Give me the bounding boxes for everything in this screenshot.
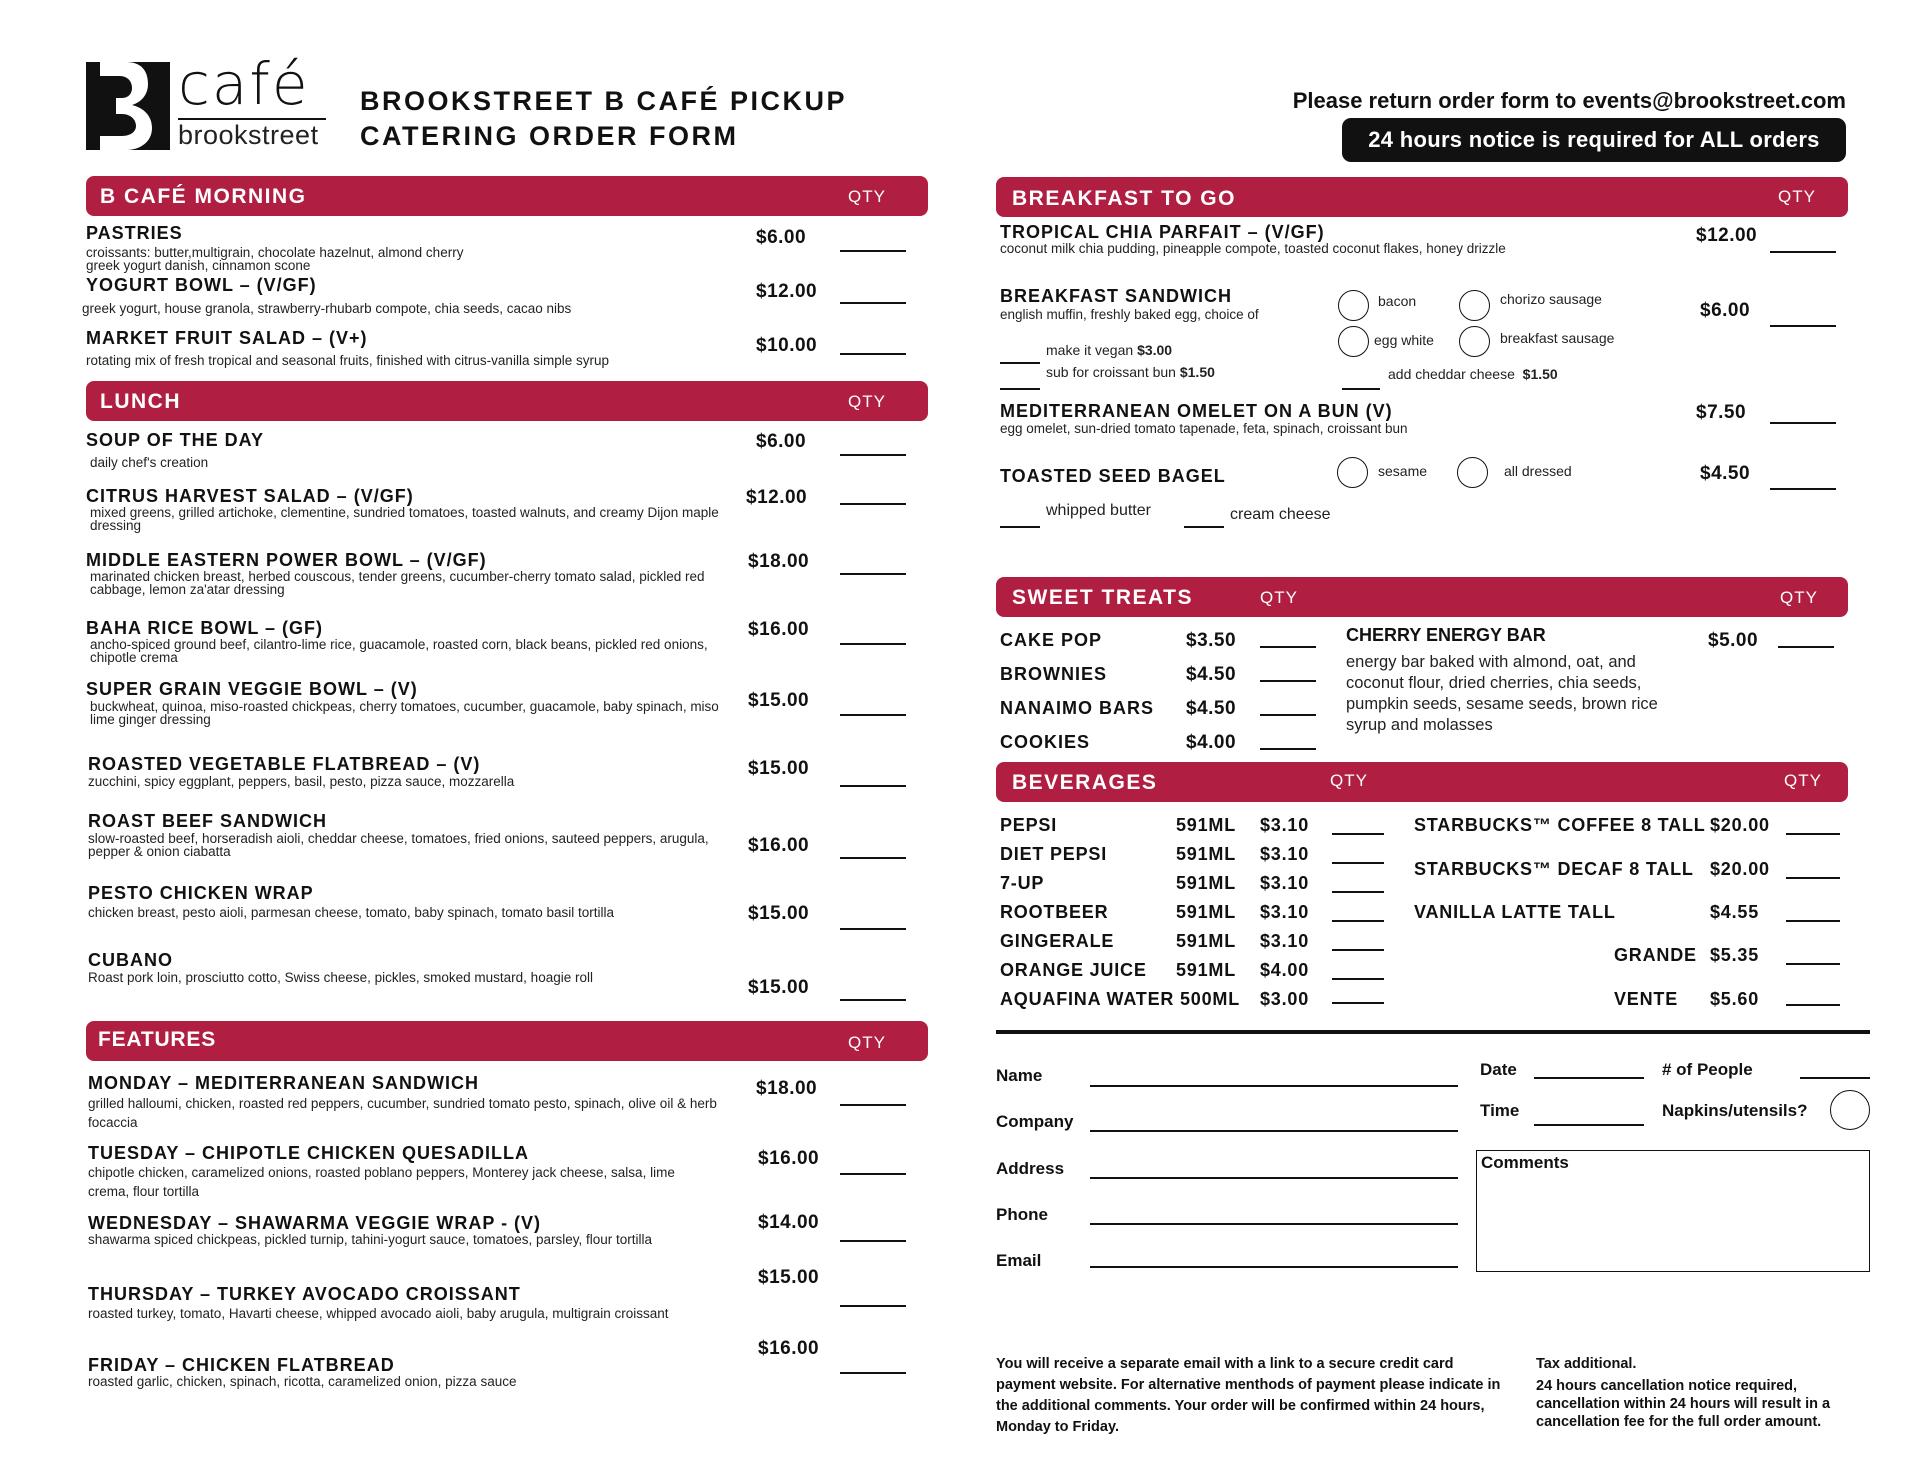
bev-pepsi-price: $3.10 (1260, 815, 1310, 835)
section-title: B CAFÉ MORNING (100, 185, 307, 208)
qty-input-citrus[interactable] (840, 503, 906, 505)
croissant-option (1046, 364, 1215, 380)
whipped-butter-checkline[interactable] (1000, 526, 1040, 528)
item-friday-name: FRIDAY – CHICKEN FLATBREAD (88, 1355, 395, 1375)
item-yogurt-desc: greek yogurt, house granola, strawberry-rhubarb compote, chia seeds, cacao nibs (82, 301, 572, 316)
item-omelet-price: $7.50 (1696, 402, 1747, 423)
qty-input-pepsi[interactable] (1332, 833, 1384, 835)
notice-banner: 24 hours notice is required for ALL orders (1342, 118, 1846, 162)
item-bsandwich-desc: english muffin, freshly baked egg, choice of (1000, 307, 1259, 322)
item-roast-beef-price: $16.00 (748, 835, 810, 856)
item-soup-name: SOUP OF THE DAY (86, 430, 265, 450)
item-flatbread-price: $15.00 (748, 758, 810, 779)
section-title: BREAKFAST TO GO (1012, 187, 1236, 210)
qty-input-diet-pepsi[interactable] (1332, 862, 1384, 864)
option-chorizo-radio[interactable] (1459, 290, 1490, 321)
vegan-checkline[interactable] (1000, 362, 1040, 364)
item-cubano-name: CUBANO (88, 950, 173, 970)
qty-input-7up[interactable] (1332, 891, 1384, 893)
item-flatbread-name: ROASTED VEGETABLE FLATBREAD – (V) (88, 754, 481, 774)
bev-aquafina-price: $3.00 (1260, 989, 1310, 1009)
qty-input-rootbeer[interactable] (1332, 920, 1384, 922)
qty-input-wednesday[interactable] (840, 1240, 906, 1242)
energy-bar-name: CHERRY ENERGY BAR (1346, 625, 1546, 645)
section-title: SWEET TREATS (1012, 586, 1193, 609)
qty-input-soup[interactable] (840, 454, 906, 456)
name-input[interactable] (1090, 1085, 1458, 1087)
qty-input-latte-grande[interactable] (1786, 963, 1840, 965)
bev-aquafina-name: AQUAFINA WATER 500ML (1000, 989, 1241, 1009)
date-input[interactable] (1534, 1077, 1644, 1079)
item-roast-beef-name: ROAST BEEF SANDWICH (88, 811, 327, 831)
bev-rootbeer-size: 591ML (1176, 902, 1237, 922)
bev-diet-pepsi-size: 591ML (1176, 844, 1237, 864)
item-fruit-name: MARKET FRUIT SALAD – (V+) (86, 328, 368, 348)
bev-rootbeer-name: ROOTBEER (1000, 902, 1109, 922)
item-wednesday-desc: shawarma spiced chickpeas, pickled turnip, tahini-yogurt sauce, tomatoes, parsley, flour tortilla (88, 1232, 653, 1247)
vegan-option (1046, 342, 1172, 358)
form-time-label: Time (1480, 1101, 1520, 1120)
form-address-label: Address (996, 1159, 1065, 1178)
people-input[interactable] (1800, 1077, 1870, 1079)
bev-diet-pepsi-price: $3.10 (1260, 844, 1310, 864)
item-friday-price: $16.00 (758, 1338, 820, 1359)
item-monday-desc: grilled halloumi, chicken, roasted red peppers, cucumber, sundried tomato pesto, spinach, olive oil & herb focaccia (88, 1096, 717, 1130)
qty-input-pesto-wrap[interactable] (840, 928, 906, 930)
qty-input-tuesday[interactable] (840, 1173, 906, 1175)
form-email-label: Email (996, 1251, 1042, 1270)
form-napkins-label: Napkins/utensils? (1662, 1101, 1808, 1120)
section-title: BEVERAGES (1012, 771, 1158, 794)
comments-label: Comments (1481, 1153, 1569, 1172)
item-bagel-name: TOASTED SEED BAGEL (1000, 466, 1226, 486)
qty-input-thursday[interactable] (840, 1305, 906, 1307)
return-instructions: Please return order form to events@brookstreet.com (1292, 88, 1846, 113)
energy-bar-desc: energy bar baked with almond, oat, and coconut flour, dried cherries, chia seeds, pumpkin seeds, sesame seeds, brown rice syrup and molasses (1346, 653, 1658, 734)
qty-input-roast-beef[interactable] (840, 857, 906, 859)
option-sesame-radio[interactable] (1337, 457, 1368, 488)
qty-input-nanaimo[interactable] (1260, 714, 1316, 716)
qty-input-power-bowl[interactable] (840, 573, 906, 575)
item-parfait-name: TROPICAL CHIA PARFAIT – (V/GF) (1000, 222, 1325, 242)
qty-input-starbucks-decaf[interactable] (1786, 877, 1840, 879)
item-veggie-bowl-desc: buckwheat, quinoa, miso-roasted chickpeas, cherry tomatoes, cucumber, guacamole, baby spinach, miso lime ginger dressing (90, 699, 719, 727)
bev-orange-juice-price: $4.00 (1260, 960, 1310, 980)
treat-cake-pop-price: $3.50 (1186, 630, 1237, 651)
item-monday-name: MONDAY – MEDITERRANEAN SANDWICH (88, 1073, 480, 1093)
item-roast-beef-desc: slow-roasted beef, horseradish aioli, cheddar cheese, tomatoes, fried onions, sauteed peppers, arugula, pepper & onion ciabatta (88, 831, 709, 859)
bev-7up-name: 7-UP (1000, 873, 1045, 893)
qty-input-baha[interactable] (840, 643, 906, 645)
qty-input-orange-juice[interactable] (1332, 978, 1384, 980)
item-pesto-wrap-price: $15.00 (748, 903, 810, 924)
form-divider (996, 1030, 1870, 1034)
coffee-decaf-name: STARBUCKS™ DECAF 8 TALL (1414, 859, 1694, 879)
item-bsandwich-price: $6.00 (1700, 300, 1751, 321)
email-input[interactable] (1090, 1266, 1458, 1268)
item-soup-price: $6.00 (756, 431, 807, 452)
item-fruit-price: $10.00 (756, 335, 818, 356)
time-input[interactable] (1534, 1124, 1644, 1126)
item-friday-desc: roasted garlic, chicken, spinach, ricotta, caramelized onion, pizza sauce (88, 1374, 517, 1389)
item-citrus-name: CITRUS HARVEST SALAD – (V/GF) (86, 486, 414, 506)
item-wednesday-name: WEDNESDAY – SHAWARMA VEGGIE WRAP - (V) (88, 1213, 542, 1233)
bev-gingerale-size: 591ML (1176, 931, 1237, 951)
qty-input-pastries[interactable] (840, 250, 906, 252)
tax-note: Tax additional. (1536, 1356, 1637, 1372)
bev-orange-juice-name: ORANGE JUICE (1000, 960, 1147, 980)
item-baha-price: $16.00 (748, 619, 810, 640)
option-bacon-radio[interactable] (1338, 290, 1369, 321)
treat-brownies-name: BROWNIES (1000, 664, 1107, 684)
item-citrus-desc: mixed greens, grilled artichoke, clementine, sundried tomatoes, toasted walnuts, and creamy Dijon maple dressing (90, 505, 719, 533)
item-tuesday-name: TUESDAY – CHIPOTLE CHICKEN QUESADILLA (88, 1143, 530, 1163)
form-name-label: Name (996, 1066, 1043, 1085)
whipped-butter-label: whipped butter (1046, 502, 1151, 519)
item-pastries-name: PASTRIES (86, 223, 183, 243)
option-breakfast-sausage-label: breakfast sausage (1500, 330, 1615, 346)
header-title-line2: CATERING ORDER FORM (360, 121, 739, 151)
cheddar-checkline[interactable] (1342, 388, 1380, 390)
bev-7up-price: $3.10 (1260, 873, 1310, 893)
qty-input-flatbread[interactable] (840, 785, 906, 787)
bev-pepsi-name: PEPSI (1000, 815, 1058, 835)
form-company-label: Company (996, 1112, 1074, 1131)
section-title: LUNCH (100, 390, 181, 413)
qty-input-latte-tall[interactable] (1786, 920, 1840, 922)
latte-vente-price: $5.60 (1710, 989, 1760, 1009)
bev-diet-pepsi-name: DIET PEPSI (1000, 844, 1108, 864)
option-sesame-label: sesame (1378, 463, 1428, 479)
item-pastries-desc: croissants: butter,multigrain, chocolate hazelnut, almond cherry greek yogurt danish, cinnamon scone (86, 245, 464, 273)
qty-input-bsandwich[interactable] (1770, 325, 1836, 327)
treat-cake-pop-name: CAKE POP (1000, 630, 1103, 650)
option-all-dressed-radio[interactable] (1457, 457, 1488, 488)
item-pesto-wrap-name: PESTO CHICKEN WRAP (88, 883, 314, 903)
item-yogurt-name: YOGURT BOWL – (V/GF) (86, 275, 317, 295)
qty-input-bagel[interactable] (1770, 488, 1836, 490)
item-baha-desc: ancho-spiced ground beef, cilantro-lime rice, guacamole, roasted corn, black beans, pickled red onions, chipotle crema (90, 637, 708, 665)
qty-input-omelet[interactable] (1770, 422, 1836, 424)
qty-input-gingerale[interactable] (1332, 949, 1384, 951)
croissant-checkline[interactable] (1000, 388, 1040, 390)
treat-nanaimo-price: $4.50 (1186, 698, 1237, 719)
qty-input-aquafina[interactable] (1332, 1002, 1384, 1004)
item-pastries-price: $6.00 (756, 227, 807, 248)
treat-cookies-price: $4.00 (1186, 732, 1237, 753)
qty-input-cookies[interactable] (1260, 748, 1316, 750)
croissant-label: sub for croissant bun (1046, 364, 1176, 380)
qty-input-starbucks-coffee[interactable] (1786, 833, 1840, 835)
cheddar-label: add cheddar cheese (1388, 366, 1515, 382)
header-title-line1: BROOKSTREET B CAFÉ PICKUP (360, 86, 848, 116)
form-people-label: # of People (1662, 1060, 1753, 1079)
qty-input-fruit[interactable] (840, 353, 906, 355)
item-wednesday-price: $14.00 (758, 1212, 820, 1233)
qty-header: QTY (848, 392, 886, 411)
cream-cheese-label: cream cheese (1230, 506, 1331, 523)
qty-input-veggie-bowl[interactable] (840, 714, 906, 716)
vegan-label: make it vegan (1046, 342, 1134, 358)
bev-orange-juice-size: 591ML (1176, 960, 1237, 980)
latte-tall-price: $4.55 (1710, 902, 1760, 922)
cream-cheese-checkline[interactable] (1184, 526, 1224, 528)
form-date-label: Date (1480, 1060, 1517, 1079)
energy-bar-price: $5.00 (1708, 630, 1759, 651)
latte-vente-name: VENTE (1614, 989, 1679, 1009)
coffee-decaf-price: $20.00 (1710, 859, 1770, 879)
section-title: FEATURES (98, 1028, 217, 1051)
qty-input-yogurt[interactable] (840, 302, 906, 304)
option-breakfast-sausage-radio[interactable] (1459, 326, 1490, 357)
item-power-bowl-desc: marinated chicken breast, herbed couscous, tender greens, cucumber-cherry tomato salad, pickled red cabbage, lemon za'atar dressing (90, 569, 705, 597)
b-logo-icon (86, 62, 170, 150)
latte-tall-name: VANILLA LATTE TALL (1414, 902, 1616, 922)
latte-grande-price: $5.35 (1710, 945, 1760, 965)
item-power-bowl-price: $18.00 (748, 551, 810, 572)
item-bsandwich-name: BREAKFAST SANDWICH (1000, 286, 1232, 306)
item-baha-name: BAHA RICE BOWL – (GF) (86, 618, 323, 638)
item-thursday-name: THURSDAY – TURKEY AVOCADO CROISSANT (88, 1284, 521, 1304)
payment-note: You will receive a separate email with a link to a secure credit card payment website. For alternative menthods of payment please indicate in the additional comments. Your order will be confirmed within 24 hours, Monday to Friday. (996, 1356, 1501, 1435)
item-parfait-desc: coconut milk chia pudding, pineapple compote, toasted coconut flakes, honey drizzle (1000, 241, 1506, 256)
treat-brownies-price: $4.50 (1186, 664, 1237, 685)
logo-cafe-word: café (178, 50, 310, 118)
item-omelet-desc: egg omelet, sun-dried tomato tapenade, feta, spinach, croissant bun (1000, 421, 1408, 436)
item-citrus-price: $12.00 (746, 487, 808, 508)
bev-gingerale-price: $3.10 (1260, 931, 1310, 951)
section-bar-breakfast (996, 177, 1848, 217)
qty-header: QTY (1780, 588, 1818, 607)
coffee-starbucks-price: $20.00 (1710, 815, 1770, 835)
brookstreet-logo (86, 50, 326, 154)
qty-header: QTY (1784, 771, 1822, 790)
item-cubano-price: $15.00 (748, 977, 810, 998)
qty-input-monday[interactable] (840, 1104, 906, 1106)
item-cubano-desc: Roast pork loin, prosciutto cotto, Swiss cheese, pickles, smoked mustard, hoagie roll (88, 970, 593, 985)
option-chorizo-label: chorizo sausage (1500, 291, 1602, 307)
qty-input-friday[interactable] (840, 1372, 906, 1374)
option-egg-white-radio[interactable] (1338, 326, 1369, 357)
option-all-dressed-label: all dressed (1504, 463, 1572, 479)
item-pesto-wrap-desc: chicken breast, pesto aioli, parmesan cheese, tomato, baby spinach, tomato basil tortilla (88, 905, 615, 920)
qty-input-parfait[interactable] (1770, 251, 1836, 253)
form-phone-label: Phone (996, 1205, 1048, 1224)
qty-header: QTY (848, 187, 886, 206)
latte-grande-name: GRANDE (1614, 945, 1697, 965)
item-veggie-bowl-price: $15.00 (748, 690, 810, 711)
section-bar-beverages (996, 762, 1848, 802)
qty-header: QTY (1778, 187, 1816, 206)
qty-header: QTY (848, 1033, 886, 1052)
qty-header: QTY (1260, 588, 1298, 607)
section-bar-features (86, 1021, 928, 1061)
cheddar-price: $1.50 (1522, 366, 1558, 382)
croissant-price: $1.50 (1179, 364, 1215, 380)
vegan-price: $3.00 (1137, 342, 1173, 358)
item-flatbread-desc: zucchini, spicy eggplant, peppers, basil, pesto, pizza sauce, mozzarella (88, 774, 515, 789)
item-bagel-price: $4.50 (1700, 463, 1751, 484)
qty-input-cake-pop[interactable] (1260, 646, 1316, 648)
section-bar-sweets (996, 577, 1848, 617)
option-bacon-label: bacon (1378, 293, 1417, 309)
company-input[interactable] (1090, 1130, 1458, 1132)
qty-input-brownies[interactable] (1260, 680, 1316, 682)
item-soup-desc: daily chef's creation (90, 455, 209, 470)
bev-gingerale-name: GINGERALE (1000, 931, 1115, 951)
bev-rootbeer-price: $3.10 (1260, 902, 1310, 922)
item-veggie-bowl-name: SUPER GRAIN VEGGIE BOWL – (V) (86, 679, 418, 699)
napkins-checkbox[interactable] (1830, 1090, 1870, 1130)
item-monday-price: $18.00 (756, 1078, 818, 1099)
item-omelet-name: MEDITERRANEAN OMELET ON A BUN (V) (1000, 401, 1393, 421)
item-tuesday-price: $16.00 (758, 1148, 820, 1169)
bev-7up-size: 591ML (1176, 873, 1237, 893)
section-bar-lunch (86, 381, 928, 421)
item-thursday-desc: roasted turkey, tomato, Havarti cheese, whipped avocado aioli, baby arugula, multigrain croissant (88, 1306, 669, 1321)
cheddar-option (1388, 366, 1558, 382)
comments-box[interactable] (1476, 1150, 1870, 1272)
qty-header: QTY (1330, 771, 1368, 790)
item-yogurt-price: $12.00 (756, 281, 818, 302)
logo-brookstreet-word: brookstreet (178, 120, 319, 150)
option-egg-white-label: egg white (1374, 332, 1434, 348)
qty-input-energy-bar[interactable] (1778, 646, 1834, 648)
qty-input-cubano[interactable] (840, 999, 906, 1001)
item-thursday-price: $15.00 (758, 1267, 820, 1288)
qty-input-latte-vente[interactable] (1786, 1004, 1840, 1006)
bev-pepsi-size: 591ML (1176, 815, 1237, 835)
cancellation-note: 24 hours cancellation notice required, cancellation within 24 hours will result in a cancellation fee for the full order amount. (1536, 1378, 1831, 1430)
treat-cookies-name: COOKIES (1000, 732, 1091, 752)
phone-input[interactable] (1090, 1223, 1458, 1225)
coffee-starbucks-name: STARBUCKS™ COFFEE 8 TALL (1414, 815, 1706, 835)
item-parfait-price: $12.00 (1696, 225, 1758, 246)
item-fruit-desc: rotating mix of fresh tropical and seasonal fruits, finished with citrus-vanilla simple syrup (86, 353, 609, 368)
item-power-bowl-name: MIDDLE EASTERN POWER BOWL – (V/GF) (86, 550, 487, 570)
treat-nanaimo-name: NANAIMO BARS (1000, 698, 1154, 718)
section-bar-morning (86, 176, 928, 216)
item-tuesday-desc: chipotle chicken, caramelized onions, roasted poblano peppers, Monterey jack cheese, salsa, lime crema, flour tortilla (88, 1165, 675, 1199)
address-input[interactable] (1090, 1177, 1458, 1179)
